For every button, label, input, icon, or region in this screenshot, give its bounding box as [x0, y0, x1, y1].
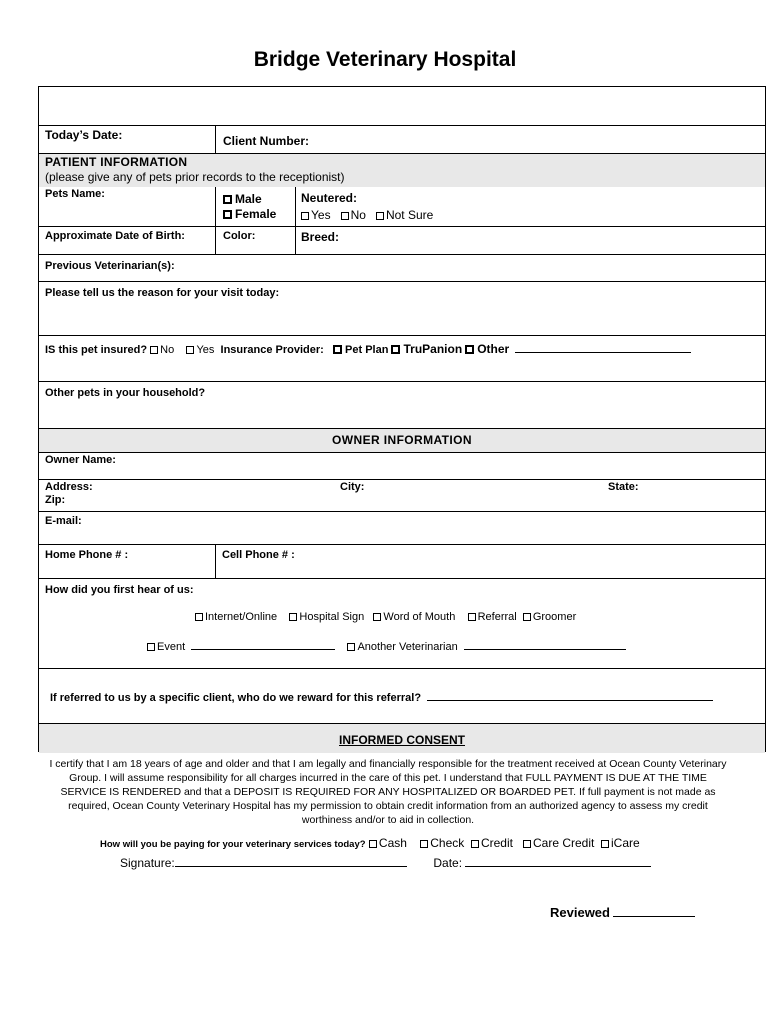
- breed-label: Breed:: [301, 230, 340, 244]
- credit-option[interactable]: [471, 836, 513, 850]
- checkbox-icon: [150, 346, 158, 354]
- check-option[interactable]: [420, 836, 464, 850]
- divider: [39, 511, 765, 512]
- email-label: E-mail:: [45, 515, 82, 527]
- neutered-no-option[interactable]: [341, 208, 366, 222]
- divider: [39, 723, 765, 724]
- trupanion-label: TruPanion: [403, 342, 463, 356]
- icare-label: iCare: [611, 836, 640, 850]
- neutered-label: Neutered:: [301, 191, 358, 205]
- state-label: State:: [608, 481, 639, 493]
- checkbox-icon: [147, 643, 155, 651]
- hear-options-row2: [147, 640, 626, 653]
- check-label: Check: [430, 836, 465, 850]
- owner-name-label: Owner Name:: [45, 454, 116, 466]
- divider: [39, 452, 765, 453]
- cash-label: Cash: [378, 836, 407, 850]
- divider: [39, 335, 765, 336]
- divider: [39, 381, 765, 382]
- neutered-not-sure-option[interactable]: [376, 208, 433, 222]
- checkbox-icon: [347, 643, 355, 651]
- other-insurance-blank[interactable]: [515, 343, 691, 353]
- event-option[interactable]: [147, 641, 185, 653]
- hear-label: How did you first hear of us:: [45, 584, 194, 596]
- credit-label: Credit: [480, 836, 513, 850]
- no-label: No: [160, 344, 175, 356]
- consent-heading-text: INFORMED CONSENT: [339, 733, 465, 747]
- city-label: City:: [340, 481, 365, 493]
- checkbox-icon: [223, 195, 232, 204]
- groomer-option[interactable]: [523, 611, 576, 623]
- divider: [39, 428, 765, 429]
- care-credit-option[interactable]: [523, 836, 594, 850]
- checkbox-icon: [195, 613, 203, 621]
- divider: [39, 226, 765, 227]
- pets-name-label: Pets Name:: [45, 188, 105, 200]
- date-label: Date:: [433, 856, 463, 870]
- another-vet-option[interactable]: [347, 641, 457, 653]
- hospital-sign-option[interactable]: [289, 611, 364, 623]
- divider: [39, 668, 765, 669]
- checkbox-icon: [333, 345, 342, 354]
- checkbox-icon: [341, 212, 349, 220]
- divider: [39, 153, 765, 154]
- divider: [39, 281, 765, 282]
- divider: [39, 544, 765, 545]
- owner-info-heading: OWNER INFORMATION: [332, 433, 472, 447]
- pet-plan-option[interactable]: [333, 344, 388, 356]
- address-label: Address:: [45, 481, 93, 493]
- divider: [295, 187, 296, 254]
- insurance-row: [45, 342, 691, 356]
- pet-plan-label: Pet Plan: [345, 344, 389, 356]
- yes-label: Yes: [311, 208, 331, 222]
- checkbox-icon: [468, 613, 476, 621]
- checkbox-icon: [465, 345, 474, 354]
- checkbox-icon: [301, 212, 309, 220]
- event-blank[interactable]: [191, 640, 335, 650]
- male-option[interactable]: [223, 192, 262, 206]
- checkbox-icon: [186, 346, 194, 354]
- other-pets-label: Other pets in your household?: [45, 387, 206, 399]
- checkbox-icon: [601, 840, 609, 848]
- intake-form: [38, 86, 766, 752]
- neutered-yes-option[interactable]: [301, 208, 331, 222]
- checkbox-icon: [391, 345, 400, 354]
- reviewed-label: Reviewed: [550, 905, 610, 920]
- male-label: Male: [235, 192, 262, 206]
- other-label: Other: [477, 342, 510, 356]
- checkbox-icon: [420, 840, 428, 848]
- insured-no-option[interactable]: [150, 344, 174, 356]
- insured-yes-option[interactable]: [186, 344, 214, 356]
- patient-info-heading: PATIENT INFORMATION: [45, 155, 188, 169]
- event-label: Event: [157, 641, 186, 653]
- signature-blank[interactable]: [175, 857, 407, 867]
- checkbox-icon: [223, 210, 232, 219]
- icare-option[interactable]: [601, 836, 640, 850]
- signature-label: Signature:: [120, 856, 175, 870]
- female-option[interactable]: [223, 207, 276, 221]
- insurance-provider-label: Insurance Provider:: [220, 344, 324, 356]
- internet-option[interactable]: [195, 611, 277, 623]
- divider: [215, 125, 216, 153]
- divider: [39, 254, 765, 255]
- checkbox-icon: [523, 613, 531, 621]
- reviewed-blank[interactable]: [613, 905, 695, 917]
- checkbox-icon: [373, 613, 381, 621]
- care-credit-label: Care Credit: [532, 836, 595, 850]
- groomer-label: Groomer: [532, 611, 577, 623]
- dob-label: Approximate Date of Birth:: [45, 230, 185, 242]
- word-of-mouth-label: Word of Mouth: [383, 611, 456, 623]
- referral-label: Referral: [477, 611, 517, 623]
- referral-blank[interactable]: [427, 691, 713, 701]
- prev-vet-label: Previous Veterinarian(s):: [45, 260, 175, 272]
- yes-label: Yes: [196, 344, 215, 356]
- reviewed-row: [550, 905, 695, 920]
- reason-label: Please tell us the reason for your visit today:: [45, 287, 280, 299]
- cash-option[interactable]: [369, 836, 407, 850]
- date-blank[interactable]: [465, 857, 651, 867]
- referral-question-text: If referred to us by a specific client, who do we reward for this referral?: [50, 692, 422, 704]
- insured-question: IS this pet insured?: [45, 344, 148, 356]
- divider: [39, 479, 765, 480]
- other-insurance-option[interactable]: [465, 342, 509, 356]
- hospital-sign-label: Hospital Sign: [299, 611, 365, 623]
- patient-info-subheading: (please give any of pets prior records to the receptionist): [45, 170, 345, 184]
- divider: [39, 578, 765, 579]
- home-phone-label: Home Phone # :: [45, 549, 129, 561]
- another-vet-label: Another Veterinarian: [357, 641, 458, 653]
- word-of-mouth-option[interactable]: [373, 611, 455, 623]
- client-number-label: Client Number:: [223, 134, 310, 148]
- checkbox-icon: [289, 613, 297, 621]
- checkbox-icon: [471, 840, 479, 848]
- not-sure-label: Not Sure: [385, 208, 434, 222]
- form-title: Bridge Veterinary Hospital: [253, 48, 517, 71]
- consent-text: I certify that I am 18 years of age and older and that I am legally and financially responsible for the treatment received at Ocean County Veterinary Group. I will assume responsibility for all charges incurred in the care of this pet. I understand that FULL PAYMENT IS DUE AT THE TIME SERVICE IS RENDERED and that a DEPOSIT IS REQUIRED FOR ANY HOSPITALIZED OR BOARDED PET. If full payment is not made as required, Ocean County Veterinary Hospital has my permission to obtain credit information from an authorized agency to assess my credit worthiness and/or to aid in collection.: [49, 758, 727, 826]
- trupanion-option[interactable]: [391, 342, 462, 356]
- female-label: Female: [235, 207, 277, 221]
- checkbox-icon: [369, 840, 377, 848]
- referral-option[interactable]: [468, 611, 517, 623]
- color-label: Color:: [223, 230, 256, 242]
- internet-label: Internet/Online: [205, 611, 278, 623]
- no-label: No: [350, 208, 366, 222]
- payment-row: [100, 836, 640, 850]
- another-vet-blank[interactable]: [464, 640, 626, 650]
- divider: [215, 544, 216, 578]
- zip-label: Zip:: [45, 494, 66, 506]
- cell-phone-label: Cell Phone # :: [222, 549, 295, 561]
- neutered-options: [301, 208, 433, 222]
- checkbox-icon: [376, 212, 384, 220]
- referral-question: [50, 691, 713, 704]
- consent-heading: [39, 733, 765, 747]
- hear-options-row1: [195, 611, 576, 623]
- todays-date-label: Today’s Date:: [45, 128, 123, 142]
- divider: [39, 125, 765, 126]
- checkbox-icon: [523, 840, 531, 848]
- signature-row: [120, 856, 651, 870]
- divider: [215, 187, 216, 254]
- payment-question: How will you be paying for your veterinary services today?: [100, 839, 366, 850]
